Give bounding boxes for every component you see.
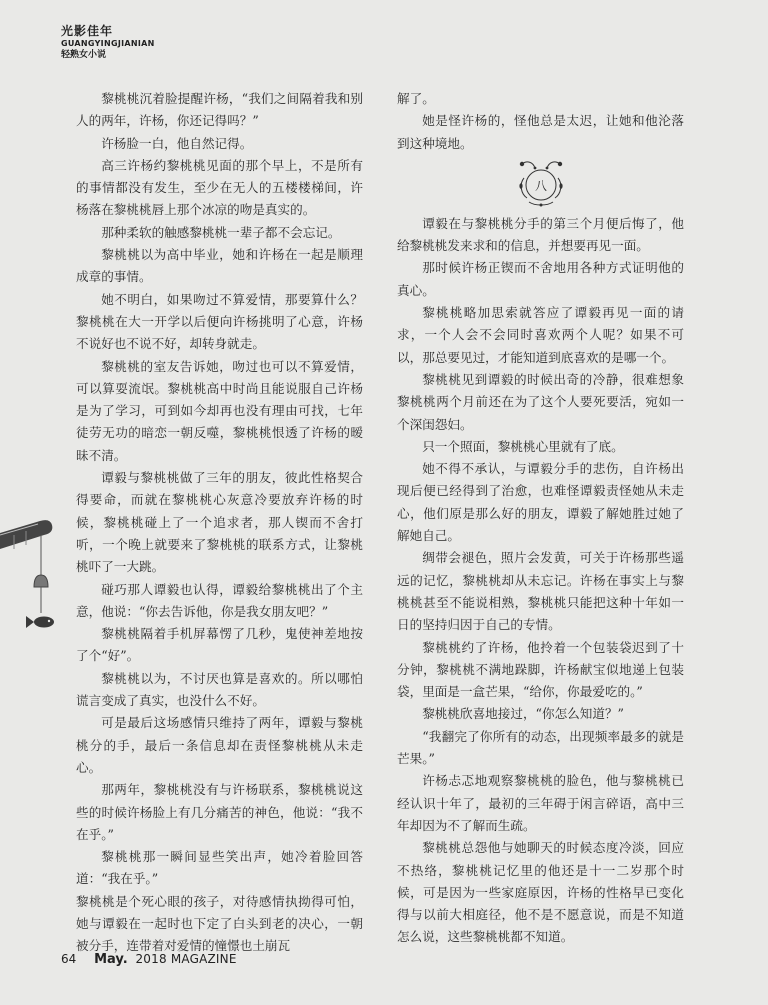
paragraph: 黎桃桃以为高中毕业，她和许杨在一起是顺理成章的事情。: [76, 247, 363, 285]
paragraph: 黎桃桃的室友告诉她，吻过也可以不算爱情，可以算耍流氓。黎桃桃高中时尚且能说服自己许杨是为了学习，可到如今却再也没有理由可找，七年徒劳无功的暗恋一朝反噬，黎桃桃恨透了许杨的暧昧不清。: [76, 358, 363, 463]
paragraph: 绸带会褪色，照片会发黄，可关于许杨那些遥远的记忆，黎桃桃却从未忘记。许杨在事实上与黎桃桃甚至不能说相熟，黎桃桃只能把这种十年如一日的坚持归因于自己的专情。: [397, 550, 684, 633]
paragraph: 黎桃桃沉着脸提醒许杨，“我们之间隔着我和别人的两年，许杨，你还记得吗？”: [76, 91, 363, 129]
paragraph: 黎桃桃欣喜地接过，“你怎么知道？”: [422, 706, 624, 722]
paragraph: 黎桃桃总怨他与她聊天的时候态度冷淡，回应不热络，黎桃桃记忆里的他还是十一二岁那个时候，可是因为一些家庭原因，许杨的性格早已变化得与以前大相庭径，他不是不愿意说，而是不知道怎么说，这些黎桃桃都不知道。: [397, 840, 684, 945]
page-footer: [61, 952, 237, 967]
right-column-bottom: [397, 213, 684, 949]
paragraph: “我翻完了你所有的动态，出现频率最多的就是芒果。”: [397, 728, 684, 767]
magazine-header: [61, 24, 155, 61]
paragraph: 她是怪许杨的，怪他总是太迟，让她和他沦落到这种境地。: [397, 113, 684, 151]
paragraph: 黎桃桃那一瞬间显些笑出声，她冷着脸回答道：“我在乎。”: [76, 849, 363, 887]
paragraph: 她不得不承认，与谭毅分手的悲伤，自许杨出现后便已经得到了治愈，也难怪谭毅责怪她从未走心，他们原是那么好的朋友，谭毅了解她胜过她了解她自己。: [397, 461, 684, 544]
paragraph: 谭毅与黎桃桃做了三年的朋友，彼此性格契合得要命，而就在黎桃桃心灰意冷要放弃许杨的时候，黎桃桃碰上了一个追求者，那人锲而不舍打听，一个晚上就要来了黎桃桃的联系方式，让黎桃桃吓了一大跳。: [76, 470, 363, 575]
paragraph: 可是最后这场感情只维持了两年，谭毅与黎桃桃分的手，最后一条信息却在责怪黎桃桃从未走心。: [76, 715, 363, 775]
left-text-column: [76, 88, 363, 958]
column-category: 轻熟女小说: [61, 50, 107, 60]
column-title: 光影佳年: [61, 24, 114, 38]
issue-month: May.: [94, 952, 128, 967]
paragraph: 黎桃桃以为，不讨厌也算是喜欢的。所以哪怕谎言变成了真实，也没什么不好。: [76, 670, 363, 709]
page-number: 64: [61, 952, 77, 966]
wind-chime-icon: [0, 505, 80, 645]
paragraph: 碰巧那人谭毅也认得，谭毅给黎桃桃出了个主意，他说：“你去告诉他，你是我女朋友吧？”: [76, 581, 363, 619]
paragraph: 高三许杨约黎桃桃见面的那个早上，不是所有的事情都没有发生，至少在无人的五楼楼梯间，许杨落在黎桃桃唇上那个冰凉的吻是真实的。: [76, 157, 363, 218]
paragraph: 黎桃桃是个死心眼的孩子，对待感情执拗得可怕，她与谭毅在一起时也下定了白头到老的决心，一朝被分手，连带着对爱情的憧憬也土崩瓦: [76, 893, 363, 954]
paragraph: 谭毅在与黎桃桃分手的第三个月便后悔了，他给黎桃桃发来求和的信息，并想要再见一面。: [397, 215, 684, 254]
right-text-column: [397, 88, 684, 949]
paragraph: 许杨脸一白，他自然记得。: [101, 135, 253, 151]
column-subtitle: GUANGYINGJIANIAN: [61, 39, 155, 48]
floral-wreath-icon: [513, 156, 569, 208]
paragraph: 解了。: [397, 91, 435, 106]
paragraph: 那时候许杨正锲而不舍地用各种方式证明他的真心。: [397, 260, 684, 298]
section-badge: [397, 156, 684, 208]
paragraph: 黎桃桃隔着手机屏幕愣了几秒，鬼使神差地按了个“好”。: [76, 626, 363, 664]
paragraph: 黎桃桃见到谭毅的时候出奇的冷静，很难想象黎桃桃两个月前还在为了这个人要死要活，宛如一个深闺怨妇。: [397, 371, 684, 432]
paragraph: 黎桃桃约了许杨，他拎着一个包装袋迟到了十分钟，黎桃桃不满地跺脚，许杨献宝似地递上包装袋，里面是一盒芒果，“给你，你最爱吃的。”: [397, 639, 684, 700]
paragraph: 那种柔软的触感黎桃桃一辈子都不会忘记。: [101, 224, 341, 240]
paragraph: 许杨忐忑地观察黎桃桃的脸色，他与黎桃桃已经认识十年了，最初的三年碍于闲言碎语，高中三年却因为不了解而生疏。: [397, 773, 684, 833]
paragraph: 那两年，黎桃桃没有与许杨联系，黎桃桃说这些的时候许杨脸上有几分痛苦的神色，他说：“我不在乎。”: [76, 782, 363, 842]
wind-chime-decoration: [0, 505, 80, 649]
right-column-top: [397, 88, 684, 155]
paragraph: 只一个照面，黎桃桃心里就有了底。: [422, 438, 624, 454]
paragraph: 她不明白，如果吻过不算爱情，那要算什么？黎桃桃在大一开学以后便向许杨挑明了心意，许杨不说好也不说不好，却转身就走。: [76, 291, 363, 352]
paragraph: 黎桃桃略加思索就答应了谭毅再见一面的请求，一个人会不会同时喜欢两个人呢？如果不可以，那总要见过，才能知道到底喜欢的是哪一个。: [397, 305, 684, 365]
magazine-name: 2018 MAGAZINE: [135, 952, 237, 966]
section-number: 八: [534, 178, 547, 193]
